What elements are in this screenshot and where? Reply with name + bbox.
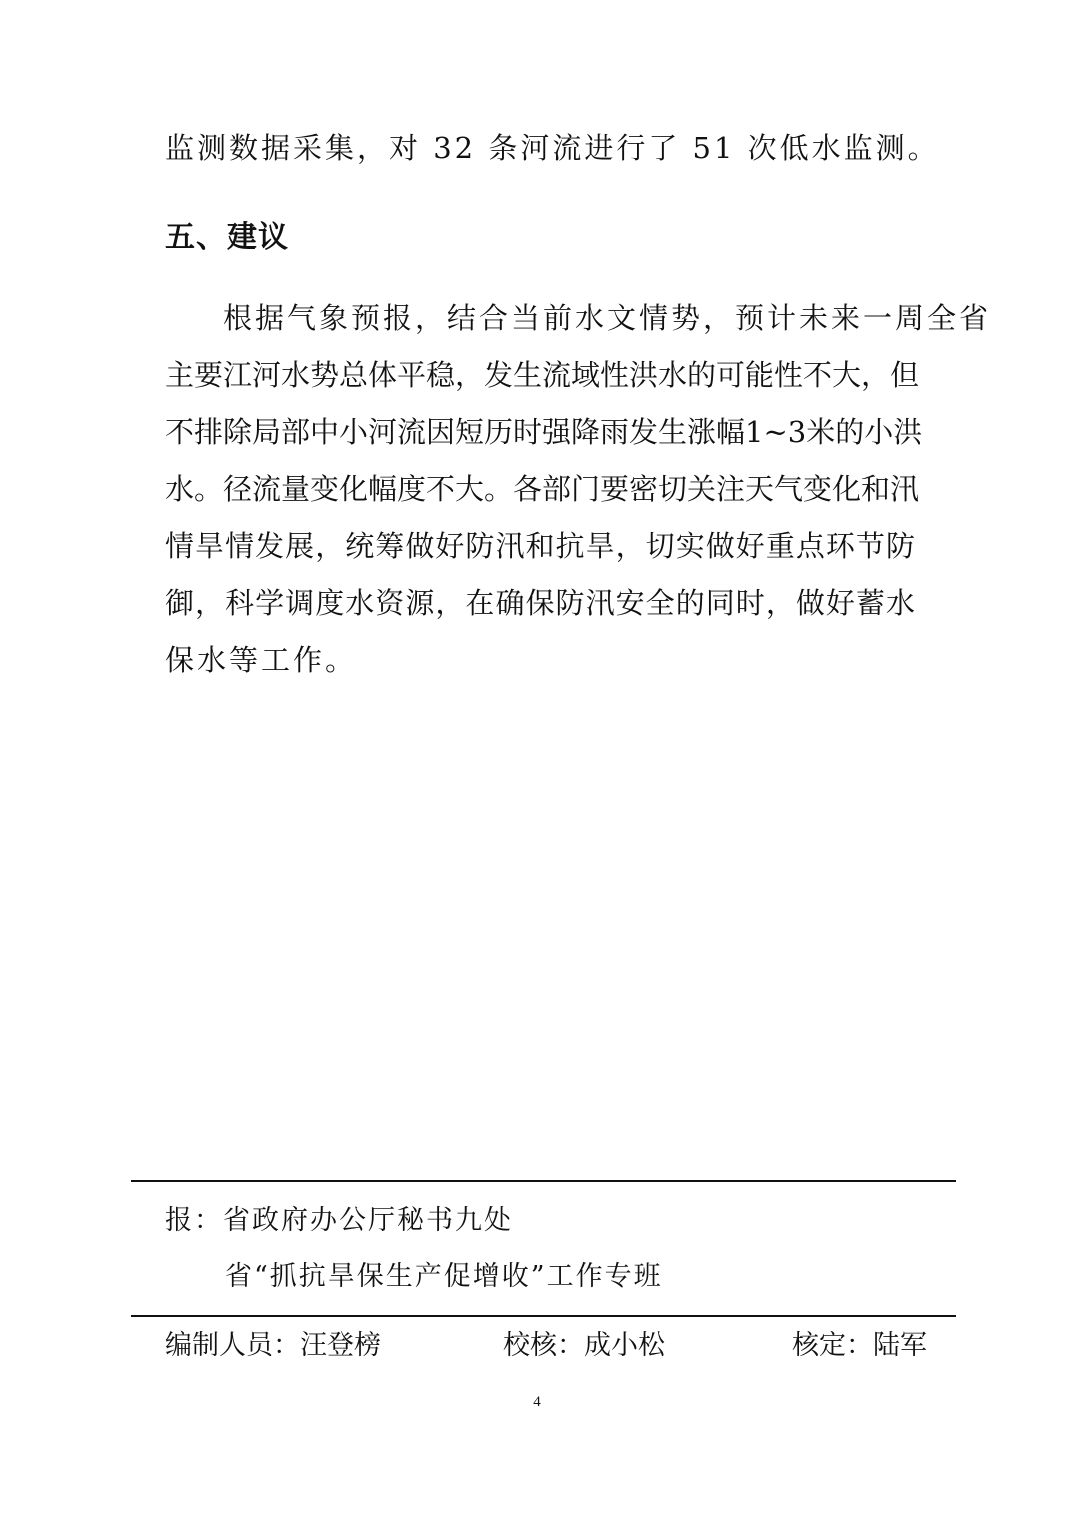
- page-number: 4: [533, 1394, 541, 1410]
- paragraph-line: 御，科学调度水资源，在确保防汛安全的同时，做好蓄水: [165, 586, 915, 620]
- footer-top-rule: [131, 1180, 956, 1182]
- paragraph-line: 根据气象预报，结合当前水文情势，预计未来一周全省: [223, 301, 992, 335]
- reviewer-credit: 校核：成小松: [503, 1330, 665, 1361]
- compiler-credit: 编制人员：汪登榜: [165, 1330, 381, 1361]
- paragraph-line: 保水等工作。: [165, 643, 358, 677]
- paragraph-line: 水。径流量变化幅度不大。各部门要密切关注天气变化和汛: [165, 472, 920, 506]
- approver-credit: 核定：陆军: [792, 1330, 927, 1361]
- paragraph-line: 不排除局部中小河流因短历时强降雨发生涨幅1~3米的小洪: [165, 415, 923, 449]
- paragraph-line: 情旱情发展，统筹做好防汛和抗旱，切实做好重点环节防: [165, 529, 915, 563]
- section-heading: 五、建议: [165, 220, 289, 255]
- footer-mid-rule: [131, 1315, 956, 1317]
- paragraph-line: 主要江河水势总体平稳，发生流域性洪水的可能性不大，但: [165, 358, 920, 392]
- body-text-line: 监测数据采集，对 32 条河流进行了 51 次低水监测。: [165, 131, 940, 165]
- report-to-line: 省“抓抗旱保生产促增收”工作专班: [225, 1261, 663, 1292]
- report-to-line: 报：省政府办公厅秘书九处: [165, 1205, 513, 1236]
